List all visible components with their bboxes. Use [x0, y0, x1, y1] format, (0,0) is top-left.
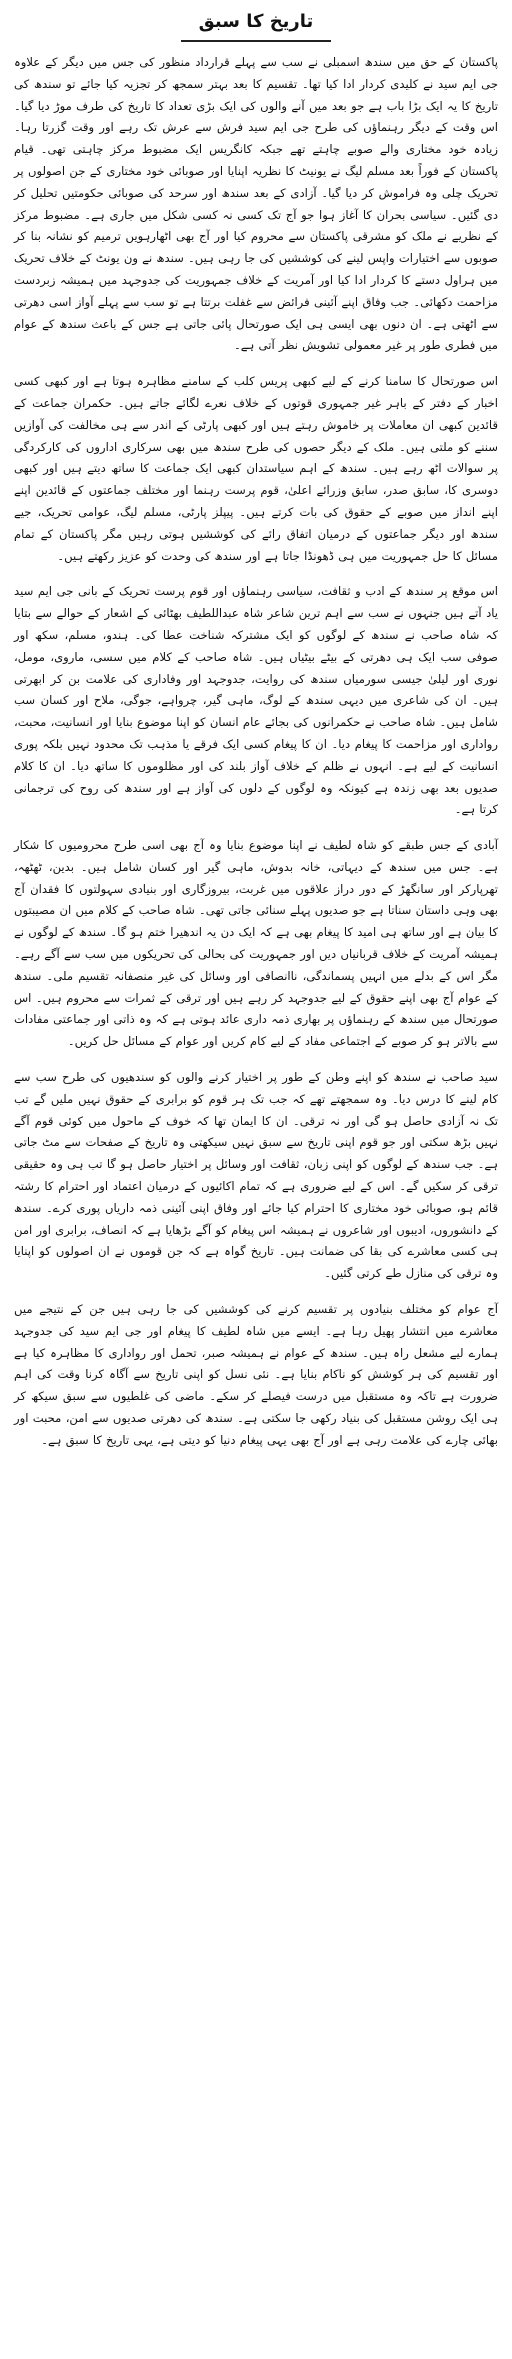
- paragraph-3: اس موقع پر سندھ کے ادب و ثقافت، سیاسی رہنماؤں اور قوم پرست تحریک کے بانی جی ایم سید یاد آتے ہیں جنہوں نے سب سے اہم ترین شاعر شاہ عبداللطیف بھٹائی کے اشعار کے حوالے سے بتایا کہ شاہ صاحب نے سندھ کے لوگوں کو ایک مشترکہ شناخت عطا کی۔ ہندو، مسلم، سکھ اور صوفی سب ایک ہی دھرتی کے بیٹے بیٹیاں ہیں۔ شاہ صاحب کے کلام میں سسی، ماروی، مومل، نوری اور لیلیٰ جیسی سورمیاں سندھ کی روایت، جدوجہد اور وفاداری کی علامت بن کر ابھرتی ہیں۔ ان کی شاعری میں دیہی سندھ کے لوگ، ماہی گیر، چرواہے، جوگی، ملاح اور کسان سب شامل ہیں۔ شاہ صاحب نے حکمرانوں کی بجائے عام انسان کو اپنا موضوع بنایا اور انسانیت، محبت، رواداری اور مزاحمت کا پیغام دیا۔ ان کا پیغام کسی ایک فرقے یا مذہب تک محدود نہیں بلکہ پوری انسانیت کے لیے ہے۔ انہوں نے ظلم کے خلاف آواز بلند کی اور مظلوموں کا ساتھ دیا۔ ان کا کلام صدیوں بعد بھی زندہ ہے کیونکہ وہ لوگوں کے دلوں کی آواز ہے اور سندھ کی روح کی ترجمانی کرتا ہے۔: [14, 584, 498, 817]
- paragraph-1: پاکستان کے حق میں سندھ اسمبلی نے سب سے پہلے قرارداد منظور کی جس میں دیگر کے علاوہ جی ایم سید نے کلیدی کردار ادا کیا تھا۔ تقسیم کا بعد بہتر سمجھ کر تجزیہ کیا جائے تو سندھ کی تاریخ کا یہ ایک بڑا باب ہے جو بعد میں آنے والوں کی ایک بڑی تعداد کا تاریخ کی طرف موڑ دیا گیا۔ اس وقت کے دیگر رہنماؤں کی طرح جی ایم سید فرش سے عرش تک رہے اور وقت گزرتا رہا۔ زیادہ خود مختاری والے صوبے چاہتے تھے جبکہ کانگریس ایک مضبوط مرکز چاہتی تھی۔ قیام پاکستان کے فوراً بعد مسلم لیگ نے یونیٹ کا نظریہ اپنایا اور صوبائی خود مختاری کے جن اصولوں پر تحریک چلی وہ فراموش کر دیا گیا۔ آزادی کے بعد سندھ اور سرحد کی صوبائی حکومتیں تحلیل کر دی گئیں۔ سیاسی بحران کا آغاز ہوا جو آج تک کسی نہ کسی شکل میں جاری ہے۔ مضبوط مرکز کے نظریے نے ملک کو مشرقی پاکستان سے محروم کیا اور آج بھی اٹھارہویں ترمیم کو نشانہ بنا کر صوبوں سے اختیارات واپس لینے کی کوششیں کی جا رہی ہیں۔ سندھ نے ون یونٹ کے خلاف تحریک میں ہراول دستے کا کردار ادا کیا اور آمریت کے خلاف جمہوریت کی جدوجہد میں ہمیشہ زبردست مزاحمت دکھائی۔ جب وفاق اپنے آئینی فرائض سے غفلت برتتا ہے تو سب سے پہلے آواز اسی دھرتی سے اٹھتی ہے۔ ان دنوں بھی ایسی ہی ایک صورتحال پائی جاتی ہے جس کے باعث سندھ کے عوام میں فطری طور پر غیر معمولی تشویش نظر آتی ہے۔: [14, 55, 498, 353]
- title-container: [14, 8, 498, 42]
- paragraph-4: آبادی کے جس طبقے کو شاہ لطیف نے اپنا موضوع بنایا وہ آج بھی اسی طرح محرومیوں کا شکار ہے۔ جس میں سندھ کے دیہاتی، خانہ بدوش، ماہی گیر اور کسان شامل ہیں۔ بدین، ٹھٹھہ، تھرپارکر اور سانگھڑ کے دور دراز علاقوں میں غربت، بیروزگاری اور بنیادی سہولتوں کا فقدان آج بھی وہی داستان سناتا ہے جو صدیوں پہلے سنائی جاتی تھی۔ شاہ صاحب کے کلام میں ان مصیبتوں کا بیان ہے اور ساتھ ہی امید کا پیغام بھی ہے کہ ایک دن یہ اندھیرا ختم ہو گا۔ سندھ کے لوگوں نے ہمیشہ آمریت کے خلاف قربانیاں دیں اور جمہوریت کی بحالی کی تحریکوں میں سب سے آگے رہے۔ مگر اس کے بدلے میں انہیں پسماندگی، ناانصافی اور وسائل کی غیر منصفانہ تقسیم ملی۔ سندھ کے عوام آج بھی اپنے حقوق کے لیے جدوجہد کر رہے ہیں اور ترقی کے ثمرات سے محروم ہیں۔ اس صورتحال میں سندھ کے رہنماؤں پر بھاری ذمہ داری عائد ہوتی ہے کہ وہ ذاتی اور جماعتی مفادات سے بالاتر ہو کر صوبے کے اجتماعی مفاد کے لیے کام کریں اور عوام کے مسائل حل کریں۔: [14, 838, 498, 1049]
- paragraph-5: سید صاحب نے سندھ کو اپنے وطن کے طور پر اختیار کرنے والوں کو سندھیوں کی طرح سب سے کام لینے کا درس دیا۔ وہ سمجھتے تھے کہ جب تک ہر قوم کو برابری کے حقوق نہیں ملیں گے تب تک نہ آزادی حاصل ہو گی اور نہ ترقی۔ ان کا ایمان تھا کہ خوف کے ماحول میں کوئی قوم آگے نہیں بڑھ سکتی اور جو قوم اپنی تاریخ سے سبق نہیں سیکھتی وہ تاریخ کے صفحات سے مٹ جاتی ہے۔ جب سندھ کے لوگوں کو اپنی زبان، ثقافت اور وسائل پر اختیار حاصل ہو گا تب ہی وہ حقیقی ترقی کر سکیں گے۔ اس کے لیے ضروری ہے کہ تمام اکائیوں کے درمیان اعتماد اور احترام کا رشتہ قائم ہو، صوبائی خود مختاری کا احترام کیا جائے اور وفاق اپنی آئینی ذمہ داریاں پوری کرے۔ سندھ کے دانشوروں، ادیبوں اور شاعروں نے ہمیشہ اس پیغام کو آگے بڑھایا ہے کہ انصاف، برابری اور امن ہی کسی معاشرے کی بقا کی ضمانت ہیں۔ تاریخ گواہ ہے کہ جن قوموں نے ان اصولوں کو اپنایا وہ ترقی کی منازل طے کرتی گئیں۔: [14, 1070, 498, 1281]
- paragraph-2: اس صورتحال کا سامنا کرنے کے لیے کبھی پریس کلب کے سامنے مظاہرہ ہوتا ہے اور کبھی کسی اخبار کے دفتر کے باہر غیر جمہوری قوتوں کے خلاف نعرے لگائے جاتے ہیں۔ حکمران جماعت کے قائدین کبھی ان معاملات پر خاموش رہتے ہیں اور کبھی پارٹی کے اندر سے ہی مخالفت کی آوازیں سننے کو ملتی ہیں۔ ملک کے دیگر حصوں کی طرح سندھ میں بھی سرکاری اداروں کی کارکردگی پر سوالات اٹھ رہے ہیں۔ سندھ کے اہم سیاستدان کبھی ایک جماعت کا ساتھ دیتے ہیں اور کبھی دوسری کا، سابق صدر، سابق وزرائے اعلیٰ، قوم پرست رہنما اور مختلف جماعتوں کے قائدین اپنے اپنے انداز میں صوبے کے حقوق کی بات کرتے ہیں۔ پیپلز پارٹی، مسلم لیگ، عوامی تحریک، جیے سندھ اور دیگر جماعتوں کے درمیان اتفاق رائے کی کوششیں ہوتی رہیں مگر پاکستان کے تمام مسائل کا حل جمہوریت میں ہی ڈھونڈا جاتا ہے اور سندھ کی وحدت کو عزیز رکھتے ہیں۔: [14, 374, 498, 563]
- paragraph-6: آج عوام کو مختلف بنیادوں پر تقسیم کرنے کی کوششیں کی جا رہی ہیں جن کے نتیجے میں معاشرے میں انتشار پھیل رہا ہے۔ ایسے میں شاہ لطیف کا پیغام اور جی ایم سید کی جدوجہد ہمارے لیے مشعل راہ ہیں۔ سندھ کے عوام نے ہمیشہ صبر، تحمل اور رواداری کا مظاہرہ کیا ہے اور تقسیم کی ہر کوشش کو ناکام بنایا ہے۔ نئی نسل کو اپنی تاریخ سے آگاہ کرنا وقت کی اہم ضرورت ہے تاکہ وہ مستقبل میں درست فیصلے کر سکے۔ ماضی کی غلطیوں سے سبق سیکھ کر ہی ایک روشن مستقبل کی بنیاد رکھی جا سکتی ہے۔ سندھ کی دھرتی صدیوں سے امن، محبت اور بھائی چارے کی علامت رہی ہے اور آج بھی یہی پیغام دنیا کو دیتی ہے، یہی تاریخ کا سبق ہے۔: [14, 1302, 498, 1447]
- article-title: تاریخ کا سبق: [181, 8, 332, 42]
- article-body: [14, 52, 498, 1452]
